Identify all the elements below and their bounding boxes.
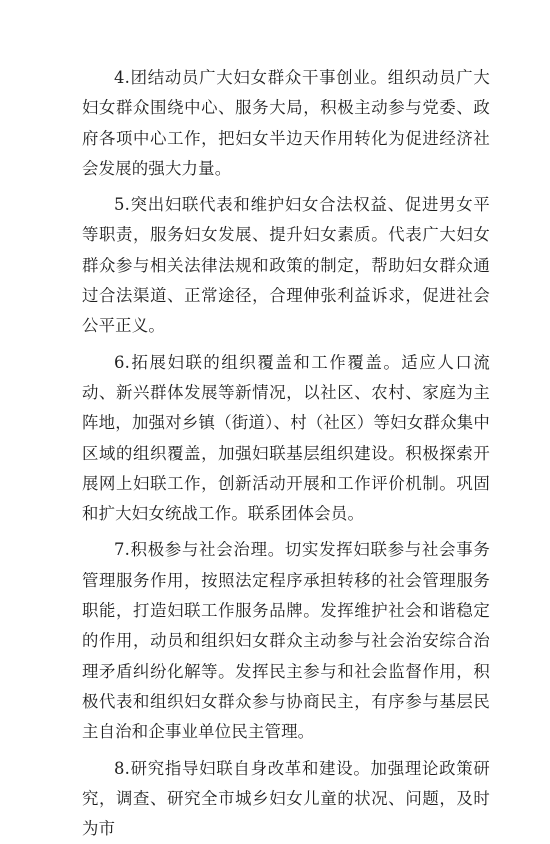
paragraph-item-6: 6.拓展妇联的组织覆盖和工作覆盖。适应人口流动、新兴群体发展等新情况，以社区、农村、家庭为主阵地，加强对乡镇（街道）、村（社区）等妇女群众集中区域的组织覆盖，加强妇联基层组织建设。积极探索开展网上妇联工作，创新活动开展和工作评价机制。巩固和扩大妇女统战工作。联系团体会员。 (82, 352, 490, 524)
paragraph-item-8: 8.研究指导妇联自身改革和建设。加强理论政策研究，调查、研究全市城乡妇女儿童的状况、问题，及时为市 (82, 758, 490, 839)
paragraph-item-5: 5.突出妇联代表和维护妇女合法权益、促进男女平等职责，服务妇女发展、提升妇女素质。代表广大妇女群众参与相关法律法规和政策的制定，帮助妇女群众通过合法渠道、正常途径，合理伸张利益诉求，促进社会公平正义。 (82, 195, 490, 336)
paragraph-item-4: 4.团结动员广大妇女群众干事创业。组织动员广大妇女群众围绕中心、服务大局，积极主动参与党委、政府各项中心工作，把妇女半边天作用转化为促进经济社会发展的强大力量。 (82, 68, 490, 178)
paragraph-item-7: 7.积极参与社会治理。切实发挥妇联参与社会事务管理服务作用，按照法定程序承担转移的社会管理服务职能，打造妇联工作服务品牌。发挥维护社会和谐稳定的作用，动员和组织妇女群众主动参与社会治安综合治理矛盾纠纷化解等。发挥民主参与和社会监督作用，积极代表和组织妇女群众参与协商民主，有序参与基层民主自治和企事业单位民主管理。 (82, 540, 490, 742)
